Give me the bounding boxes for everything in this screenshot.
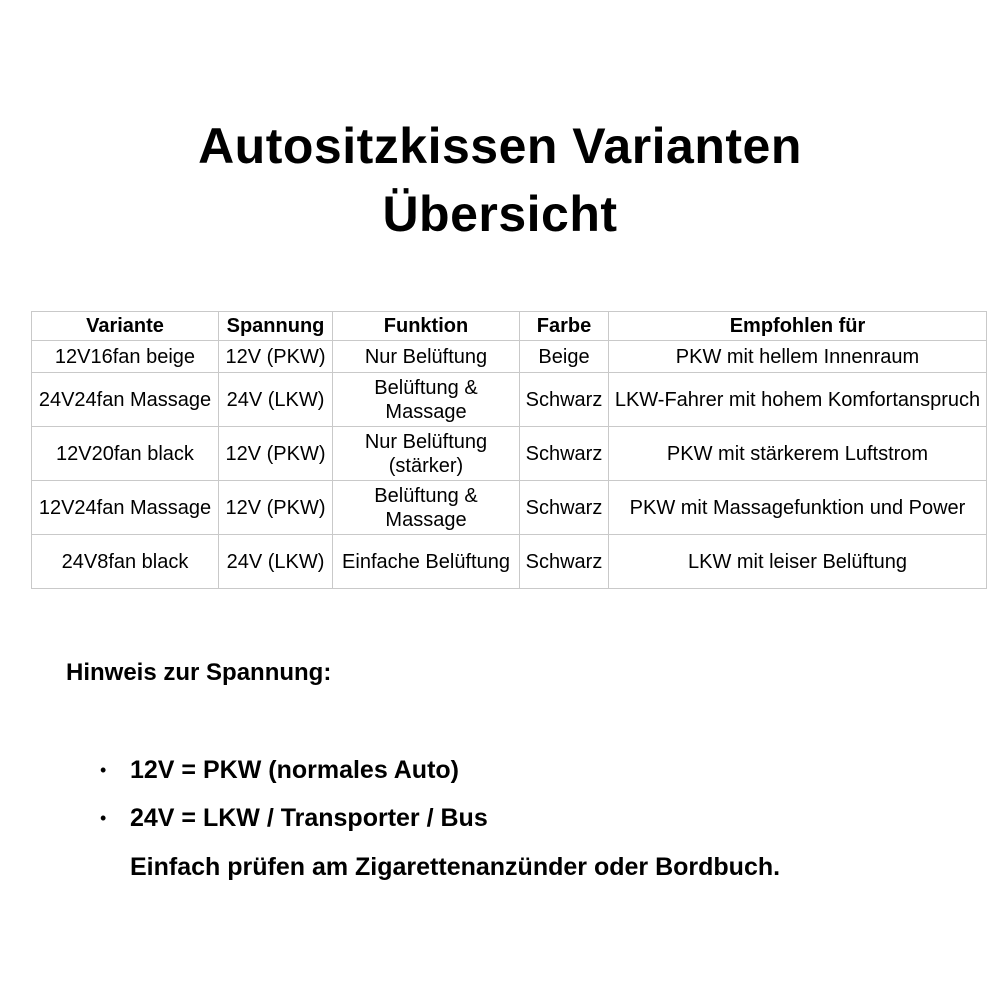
cell-empfohlen-fuer: LKW mit leiser Belüftung [609,535,987,589]
table-row [32,427,987,481]
cell-farbe: Schwarz [520,427,609,481]
cell-spannung: 24V (LKW) [219,535,333,589]
cell-funktion: Nur Belüftung (stärker) [333,427,520,481]
hint-item-24v: 24V = LKW / Transporter / Bus [130,804,488,832]
cell-empfohlen-fuer: PKW mit stärkerem Luftstrom [609,427,987,481]
column-header-farbe: Farbe [520,312,609,341]
list-item [100,752,488,800]
cell-farbe: Schwarz [520,481,609,535]
variants-table [31,311,987,589]
cell-funktion: Belüftung & Massage [333,481,520,535]
hint-list [100,752,488,848]
cell-variante: 12V24fan Massage [32,481,219,535]
hint-item-12v: 12V = PKW (normales Auto) [130,756,459,784]
cell-spannung: 12V (PKW) [219,481,333,535]
cell-empfohlen-fuer: PKW mit Massagefunktion und Power [609,481,987,535]
table-row [32,535,987,589]
bullet-icon: • [100,760,107,780]
cell-farbe: Schwarz [520,535,609,589]
table-row [32,481,987,535]
list-item [100,800,488,848]
page-title-line-2: Übersicht [382,186,618,242]
cell-farbe: Schwarz [520,373,609,427]
cell-spannung: 24V (LKW) [219,373,333,427]
cell-farbe: Beige [520,341,609,373]
cell-funktion: Nur Belüftung [333,341,520,373]
column-header-spannung: Spannung [219,312,333,341]
table-row [32,373,987,427]
cell-empfohlen-fuer: PKW mit hellem Innenraum [609,341,987,373]
cell-empfohlen-fuer[interactable]: LKW-Fahrer mit hohem Komfortanspruch [609,373,987,427]
cell-spannung: 12V (PKW) [219,341,333,373]
page-title [0,112,1000,248]
column-header-empfohlen-fuer: Empfohlen für [609,312,987,341]
cell-funktion: Einfache Belüftung [333,535,520,589]
cell-variante: 12V16fan beige [32,341,219,373]
cell-variante: 24V24fan Massage [32,373,219,427]
table-header-row [32,312,987,341]
table-row [32,341,987,373]
cell-variante: 24V8fan black [32,535,219,589]
page-title-line-1: Autositzkissen Varianten [198,118,802,174]
column-header-funktion: Funktion [333,312,520,341]
column-header-variante: Variante [32,312,219,341]
cell-funktion: Belüftung & Massage [333,373,520,427]
bullet-icon: • [100,808,107,828]
cell-spannung: 12V (PKW) [219,427,333,481]
hint-note: Einfach prüfen am Zigarettenanzünder oder Bordbuch. [130,853,781,881]
hint-heading: Hinweis zur Spannung: [66,659,332,686]
cell-variante: 12V20fan black [32,427,219,481]
